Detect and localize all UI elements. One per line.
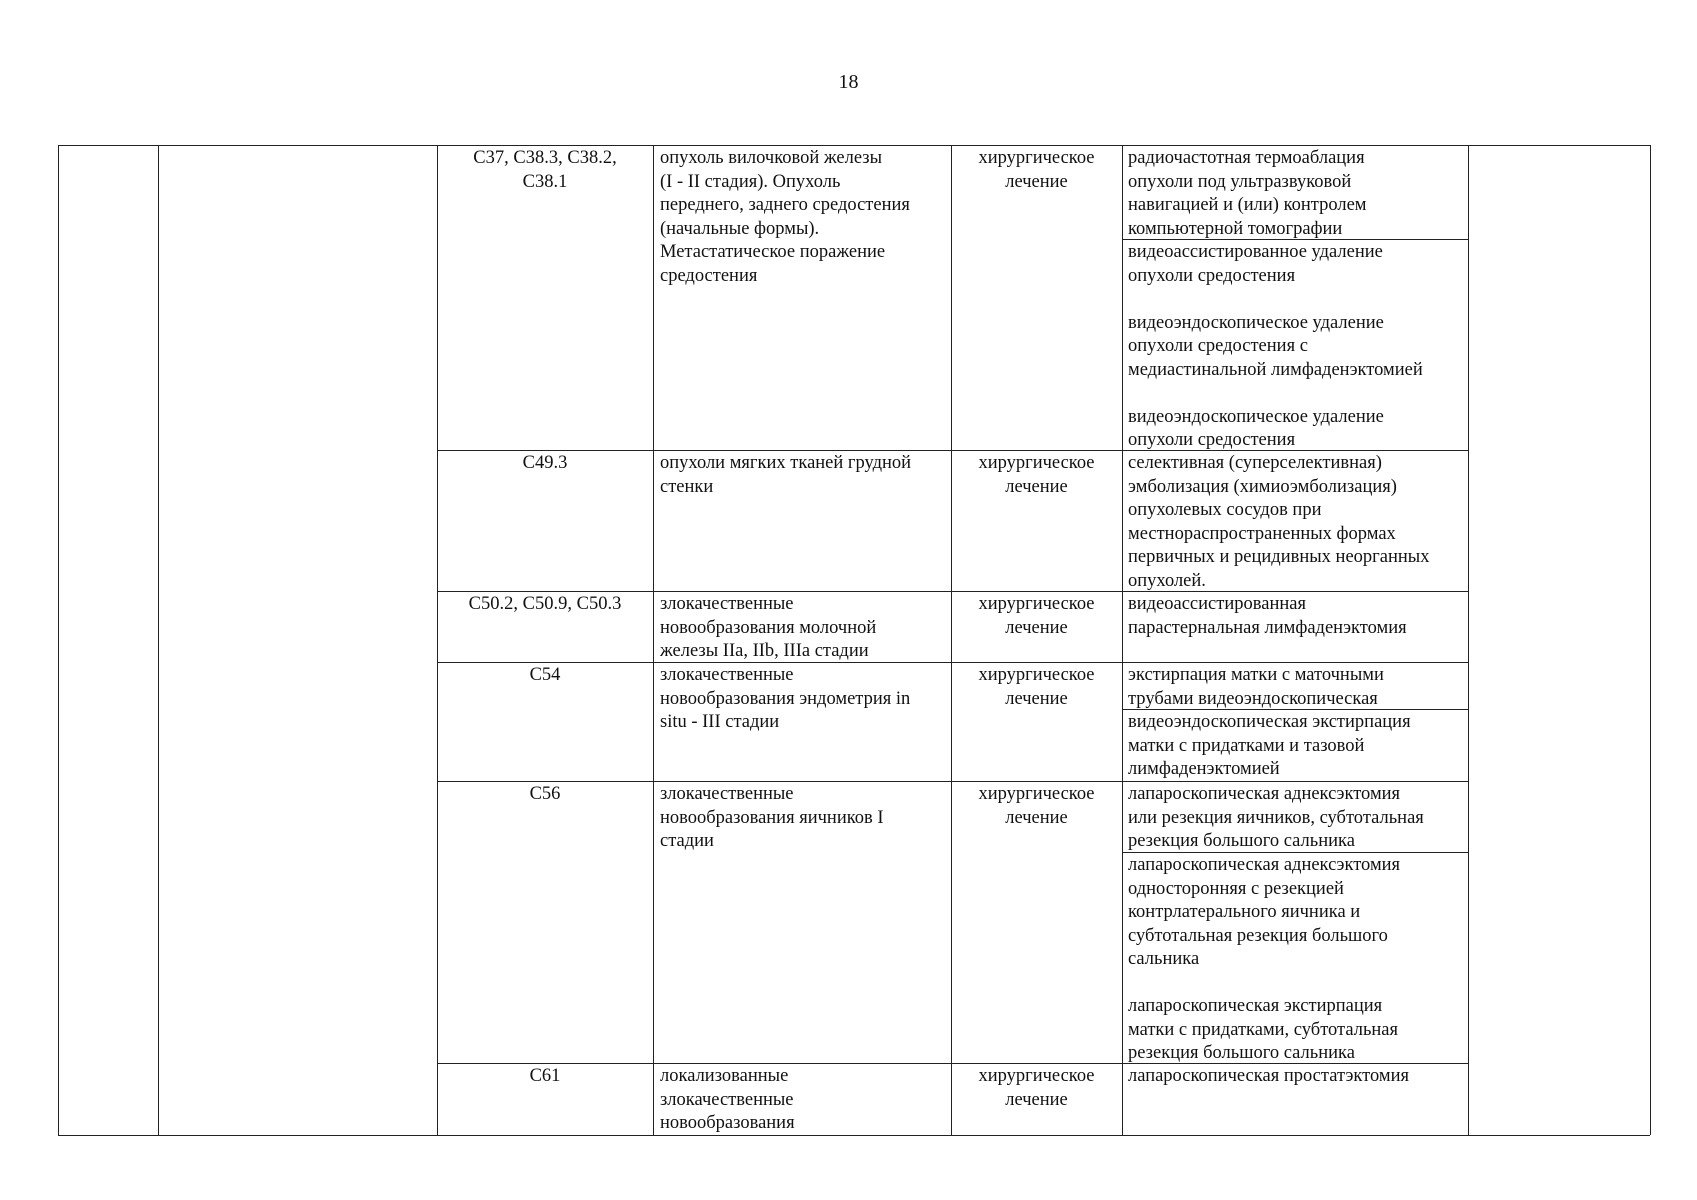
table-top-border <box>58 145 1650 146</box>
table-cell-codes: C61 <box>529 1066 561 1086</box>
table-cell-treatment: хирургическое лечение <box>978 1066 1095 1110</box>
column-divider <box>158 145 159 1135</box>
row-divider <box>437 662 1468 663</box>
table-cell-codes: C37, C38.3, C38.2, C38.1 <box>473 148 617 192</box>
table-cell-codes: C56 <box>529 784 561 804</box>
table-cell-method: видеоэндоскопическая экстирпация матки с придатками и тазовой лимфаденэктомией <box>1128 712 1411 779</box>
table-cell-method: селективная (суперселективная) эмболизация (химиоэмболизация) опухолевых сосудов при местнораспространенных формах первичных и рецидивных неорганных опухолей. <box>1128 453 1430 591</box>
table-cell-diagnosis: локализованные злокачественные новообразования <box>660 1066 795 1133</box>
table-cell-method: экстирпация матки с маточными трубами видеоэндоскопическая <box>1128 665 1384 709</box>
page-number: 18 <box>838 71 859 93</box>
table-cell-diagnosis: опухоли мягких тканей грудной стенки <box>660 453 912 497</box>
table-cell-diagnosis: злокачественные новообразования яичников I стадии <box>660 784 884 851</box>
table-cell-codes: C50.2, C50.9, C50.3 <box>468 594 622 614</box>
table-cell-treatment: хирургическое лечение <box>978 784 1095 828</box>
table-cell-method: лапароскопическая аднексэктомия односторонняя с резекцией контрлатерального яичника и субтотальная резекция большого сальника лапароскопическая экстирпация матки с придатками, субтотальная резекция большого сальника <box>1128 855 1401 1063</box>
table-cell-treatment: хирургическое лечение <box>978 594 1095 638</box>
table-cell-method: радиочастотная термоаблация опухоли под ультразвуковой навигацией и (или) контролем компьютерной томографии <box>1128 148 1367 239</box>
table-cell-codes: C54 <box>529 665 561 685</box>
column-divider <box>1650 145 1651 1135</box>
column-divider <box>437 145 438 1135</box>
table-cell-codes: C49.3 <box>522 453 568 473</box>
table-cell-treatment: хирургическое лечение <box>978 453 1095 497</box>
column-divider <box>1122 145 1123 1135</box>
column-divider <box>951 145 952 1135</box>
table-cell-treatment: хирургическое лечение <box>978 148 1095 192</box>
table-cell-diagnosis: злокачественные новообразования молочной железы IIa, IIb, IIIa стадии <box>660 594 877 661</box>
table-cell-treatment: хирургическое лечение <box>978 665 1095 709</box>
table-cell-method: лапароскопическая аднексэктомия или резекция яичников, субтотальная резекция большого сальника <box>1128 784 1424 851</box>
table-cell-method: видеоассистированное удаление опухоли средостения видеоэндоскопическое удаление опухоли средостения с медиастинальной лимфаденэктомией видеоэндоскопическое удаление опухоли средостения <box>1128 242 1423 450</box>
table-cell-diagnosis: злокачественные новообразования эндометрия in situ - III стадии <box>660 665 911 732</box>
table-cell-method: видеоассистированная парастернальная лимфаденэктомия <box>1128 594 1407 638</box>
table-cell-diagnosis: опухоль вилочковой железы (I - II стадия). Опухоль переднего, заднего средостения (начальные формы). Метастатическое поражение средостения <box>660 148 910 286</box>
column-divider <box>1468 145 1469 1135</box>
column-divider <box>653 145 654 1135</box>
table-cell-method: лапароскопическая простатэктомия <box>1128 1066 1410 1086</box>
column-divider <box>58 145 59 1135</box>
